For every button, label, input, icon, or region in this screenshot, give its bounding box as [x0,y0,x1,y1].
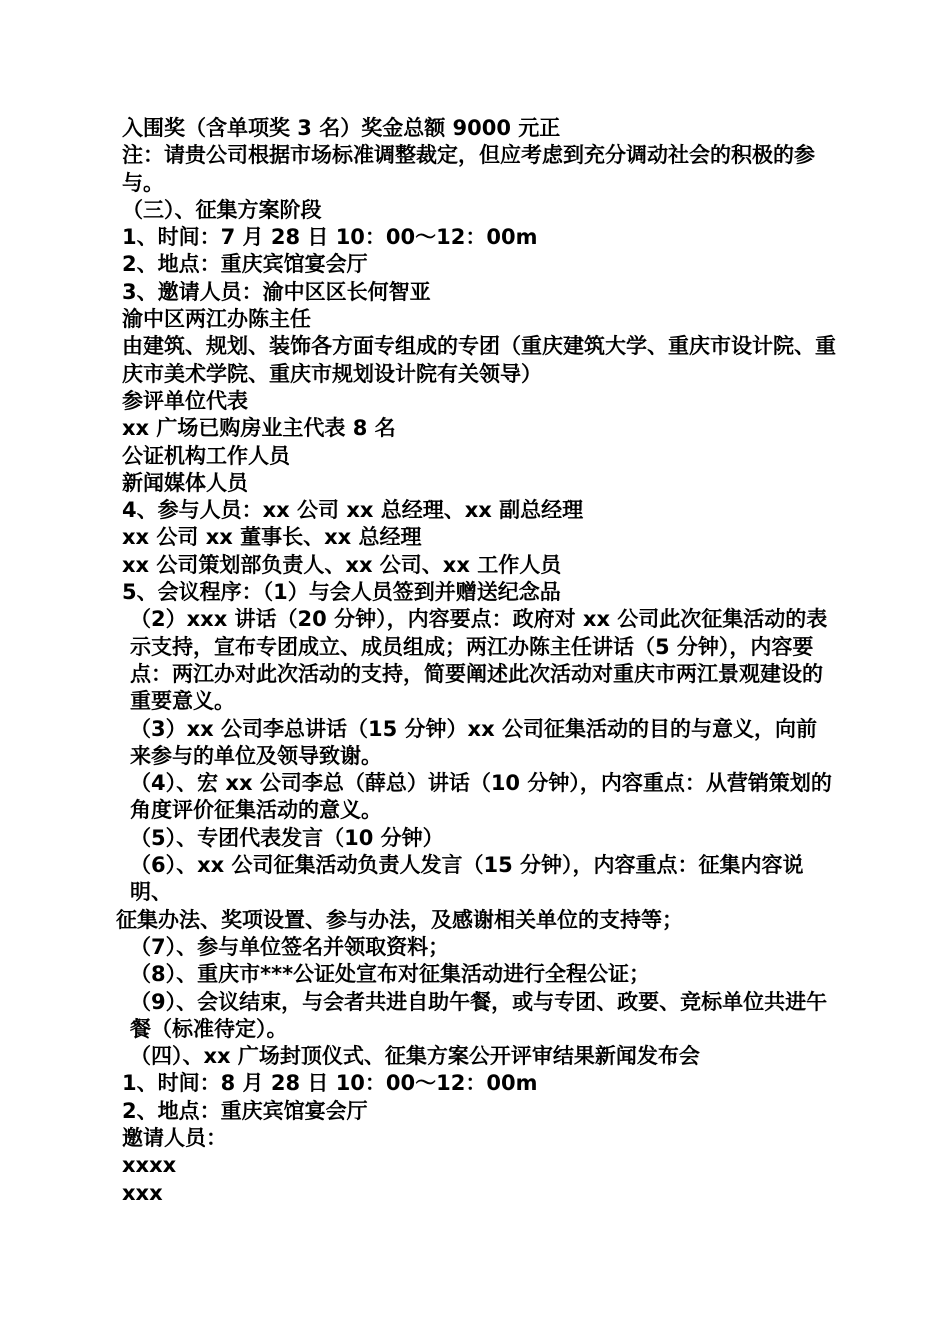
document-paragraph: xx 公司策划部负责人、xx 公司、xx 工作人员 [122,552,562,577]
document-paragraph: 邀请人员： [122,1125,227,1150]
document-paragraph: 参评单位代表 [122,388,248,413]
document-paragraph: （3）xx 公司李总讲话（15 分钟）xx 公司征集活动的目的与意义，向前来参与的单位及领导致谢。 [130,716,817,768]
document-paragraph: 5、会议程序：（1）与会人员签到并赠送纪念品 [122,580,561,605]
document-paragraph: （6）、xx 公司征集活动负责人发言（15 分钟），内容重点：征集内容说明、 [130,853,804,905]
document-paragraph: 3、邀请人员：渝中区区长何智亚 [122,279,431,304]
document-paragraph: （5）、专团代表发言（10 分钟） [130,825,444,850]
document-paragraph: （8）、重庆市***公证处宣布对征集活动进行全程公证； [130,962,651,987]
document-paragraph: 公证机构工作人员 [122,443,290,468]
document-paragraph: xxxx [122,1153,177,1178]
document-paragraph: 4、参与人员：xx 公司 xx 总经理、xx 副总经理 [122,498,584,523]
document-paragraph: 1、时间：8 月 28 日 10：00～12：00m [122,1071,538,1096]
document-paragraph: xx 公司 xx 董事长、xx 总经理 [122,525,422,550]
document-paragraph: xx 广场已购房业主代表 8 名 [122,416,396,441]
document-paragraph: 新闻媒体人员 [122,470,248,495]
document-paragraph: 注：请贵公司根据市场标准调整裁定，但应考虑到充分调动社会的积极的参与。 [122,143,815,195]
document-paragraph: 1、时间：7 月 28 日 10：00～12：00m [122,225,538,250]
document-paragraph: 2、地点：重庆宾馆宴会厅 [122,252,368,277]
document-paragraph: （三）、征集方案阶段 [122,197,322,222]
document-paragraph: （4）、宏 xx 公司李总（薛总）讲话（10 分钟），内容重点：从营销策划的角度评价征集活动的意义。 [130,771,832,823]
document-body [116,115,836,1207]
document-paragraph: （9）、会议结束，与会者共进自助午餐，或与专团、政要、竞标单位共进午餐（标准待定）。 [130,989,828,1041]
document-paragraph: 2、地点：重庆宾馆宴会厅 [122,1098,368,1123]
document-paragraph: （7）、参与单位签名并领取资料； [130,934,450,959]
document-paragraph: xxx [122,1180,163,1205]
document-paragraph: 由建筑、规划、装饰各方面专组成的专团（重庆建筑大学、重庆市设计院、重庆市美术学院、重庆市规划设计院有关领导） [122,334,836,386]
document-paragraph: 入围奖（含单项奖 3 名）奖金总额 9000 元正 [122,116,561,140]
document-paragraph: （四）、xx 广场封顶仪式、征集方案公开评审结果新闻发布会 [130,1044,700,1069]
document-paragraph: （2）xxx 讲话（20 分钟），内容要点：政府对 xx 公司此次征集活动的表示支持，宣布专团成立、成员组成；两江办陈主任讲话（5 分钟），内容要点：两江办对此次活动的支持，简要阐述此次活动对重庆市两江景观建设的重要意义。 [130,607,828,714]
document-paragraph: 征集办法、奖项设置、参与办法，及感谢相关单位的支持等； [116,907,683,932]
document-paragraph: 渝中区两江办陈主任 [122,307,311,332]
